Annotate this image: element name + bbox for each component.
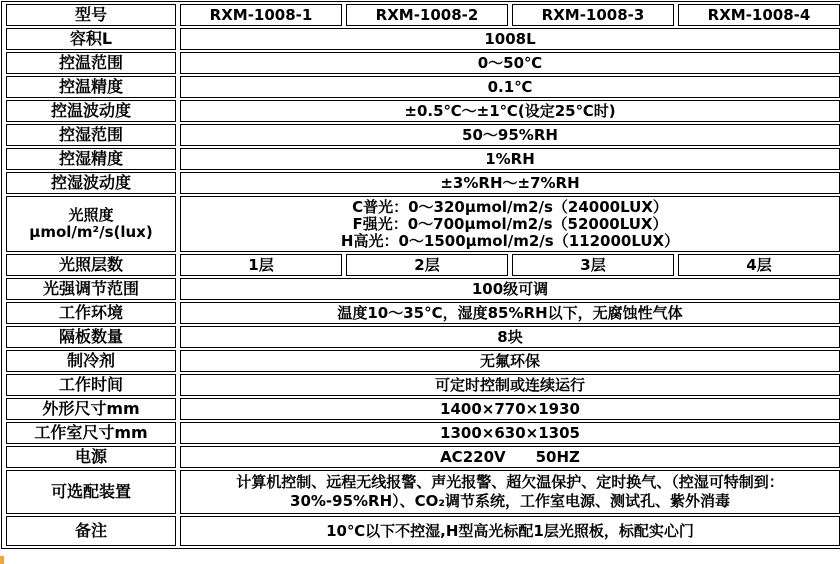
light-layers-cell-3: 3层 — [512, 254, 674, 276]
row-chamber-dimensions — [6, 422, 840, 444]
model-cell-4: RXM-1008-4 — [678, 4, 840, 26]
row-power-supply — [6, 446, 840, 468]
row-temp-precision — [6, 76, 840, 98]
row-value-humidity-fluctuation: ±3%RH～±7%RH — [180, 172, 840, 194]
row-value-optional-devices: 计算机控制、远程无线报警、声光报警、超欠温保护、定时换气、（控湿可特制到：30%-95%RH）、CO₂调节系统，工作室电源、测试孔、紫外消毒 — [180, 470, 840, 514]
row-work-environment — [6, 302, 840, 324]
row-refrigerant — [6, 350, 840, 372]
row-humidity-fluctuation — [6, 172, 840, 194]
row-label-humidity-fluctuation: 控湿波动度 — [6, 172, 176, 194]
row-label-humidity-range: 控湿范围 — [6, 124, 176, 146]
row-value-volume: 1008L — [180, 28, 840, 50]
model-cell-3: RXM-1008-3 — [512, 4, 674, 26]
row-label-chamber-dimensions: 工作室尺寸mm — [6, 422, 176, 444]
row-model — [6, 4, 840, 26]
row-value-shelf-count: 8块 — [180, 326, 840, 348]
light-intensity-label-line1: 光照度 — [68, 206, 114, 224]
row-value-work-time: 可定时控制或连续运行 — [180, 374, 840, 396]
row-temp-fluctuation — [6, 100, 840, 122]
page — [0, 1, 840, 564]
row-label-power-supply: 电源 — [6, 446, 176, 468]
row-value-temp-range: 0～50℃ — [180, 52, 840, 74]
light-layers-cell-2: 2层 — [346, 254, 508, 276]
row-value-humidity-range: 50～95%RH — [180, 124, 840, 146]
spec-table — [1, 1, 840, 549]
row-value-temp-fluctuation: ±0.5℃～±1℃(设定25℃时) — [180, 100, 840, 122]
row-shelf-count — [6, 326, 840, 348]
row-temp-range — [6, 52, 840, 74]
row-label-remarks: 备注 — [6, 516, 176, 546]
light-intensity-value-line3: H高光：0～1500μmol/m2/s（112000LUX） — [340, 231, 680, 250]
row-value-humidity-precision: 1%RH — [180, 148, 840, 170]
row-label-temp-range: 控温范围 — [6, 52, 176, 74]
row-value-temp-precision: 0.1℃ — [180, 76, 840, 98]
row-label-humidity-precision: 控湿精度 — [6, 148, 176, 170]
row-label-light-adjust-range: 光强调节范围 — [6, 278, 176, 300]
row-outer-dimensions — [6, 398, 840, 420]
row-work-time — [6, 374, 840, 396]
row-label-work-time: 工作时间 — [6, 374, 176, 396]
row-value-outer-dimensions: 1400×770×1930 — [180, 398, 840, 420]
row-value-remarks: 10℃以下不控湿,H型高光标配1层光照板，标配实心门 — [180, 516, 840, 546]
row-label-temp-precision: 控温精度 — [6, 76, 176, 98]
row-optional-devices — [6, 470, 840, 514]
row-label-optional-devices: 可选配装置 — [6, 470, 176, 514]
model-cell-1: RXM-1008-1 — [180, 4, 342, 26]
row-label-refrigerant: 制冷剂 — [6, 350, 176, 372]
row-label-volume: 容积L — [6, 28, 176, 50]
row-remarks — [6, 516, 840, 546]
row-value-work-environment: 温度10～35°C，湿度85%RH以下，无腐蚀性气体 — [180, 302, 840, 324]
row-value-power-supply: AC220V 50HZ — [180, 446, 840, 468]
row-light-layers — [6, 254, 840, 276]
row-light-intensity — [6, 196, 840, 252]
row-label-temp-fluctuation: 控温波动度 — [6, 100, 176, 122]
orange-corner-marker — [0, 556, 4, 564]
row-volume — [6, 28, 840, 50]
row-value-chamber-dimensions: 1300×630×1305 — [180, 422, 840, 444]
row-humidity-precision — [6, 148, 840, 170]
model-cell-2: RXM-1008-2 — [346, 4, 508, 26]
row-label-model: 型号 — [6, 4, 176, 26]
row-label-work-environment: 工作环境 — [6, 302, 176, 324]
row-label-light-layers: 光照层数 — [6, 254, 176, 276]
light-layers-cell-1: 1层 — [180, 254, 342, 276]
row-label-shelf-count: 隔板数量 — [6, 326, 176, 348]
light-intensity-value-line1: C普光：0～320μmol/m2/s（24000LUX） — [352, 197, 668, 216]
row-value-refrigerant: 无氟环保 — [180, 350, 840, 372]
light-layers-cell-4: 4层 — [678, 254, 840, 276]
light-intensity-label-line2: μmol/m²/s(lux) — [29, 223, 153, 241]
row-value-light-adjust-range: 100级可调 — [180, 278, 840, 300]
row-label-light-intensity — [6, 196, 176, 252]
row-label-outer-dimensions: 外形尺寸mm — [6, 398, 176, 420]
row-light-adjust-range — [6, 278, 840, 300]
row-value-light-intensity — [180, 196, 840, 252]
light-intensity-value-line2: F强光：0～700μmol/m2/s（52000LUX） — [352, 214, 668, 233]
row-humidity-range — [6, 124, 840, 146]
